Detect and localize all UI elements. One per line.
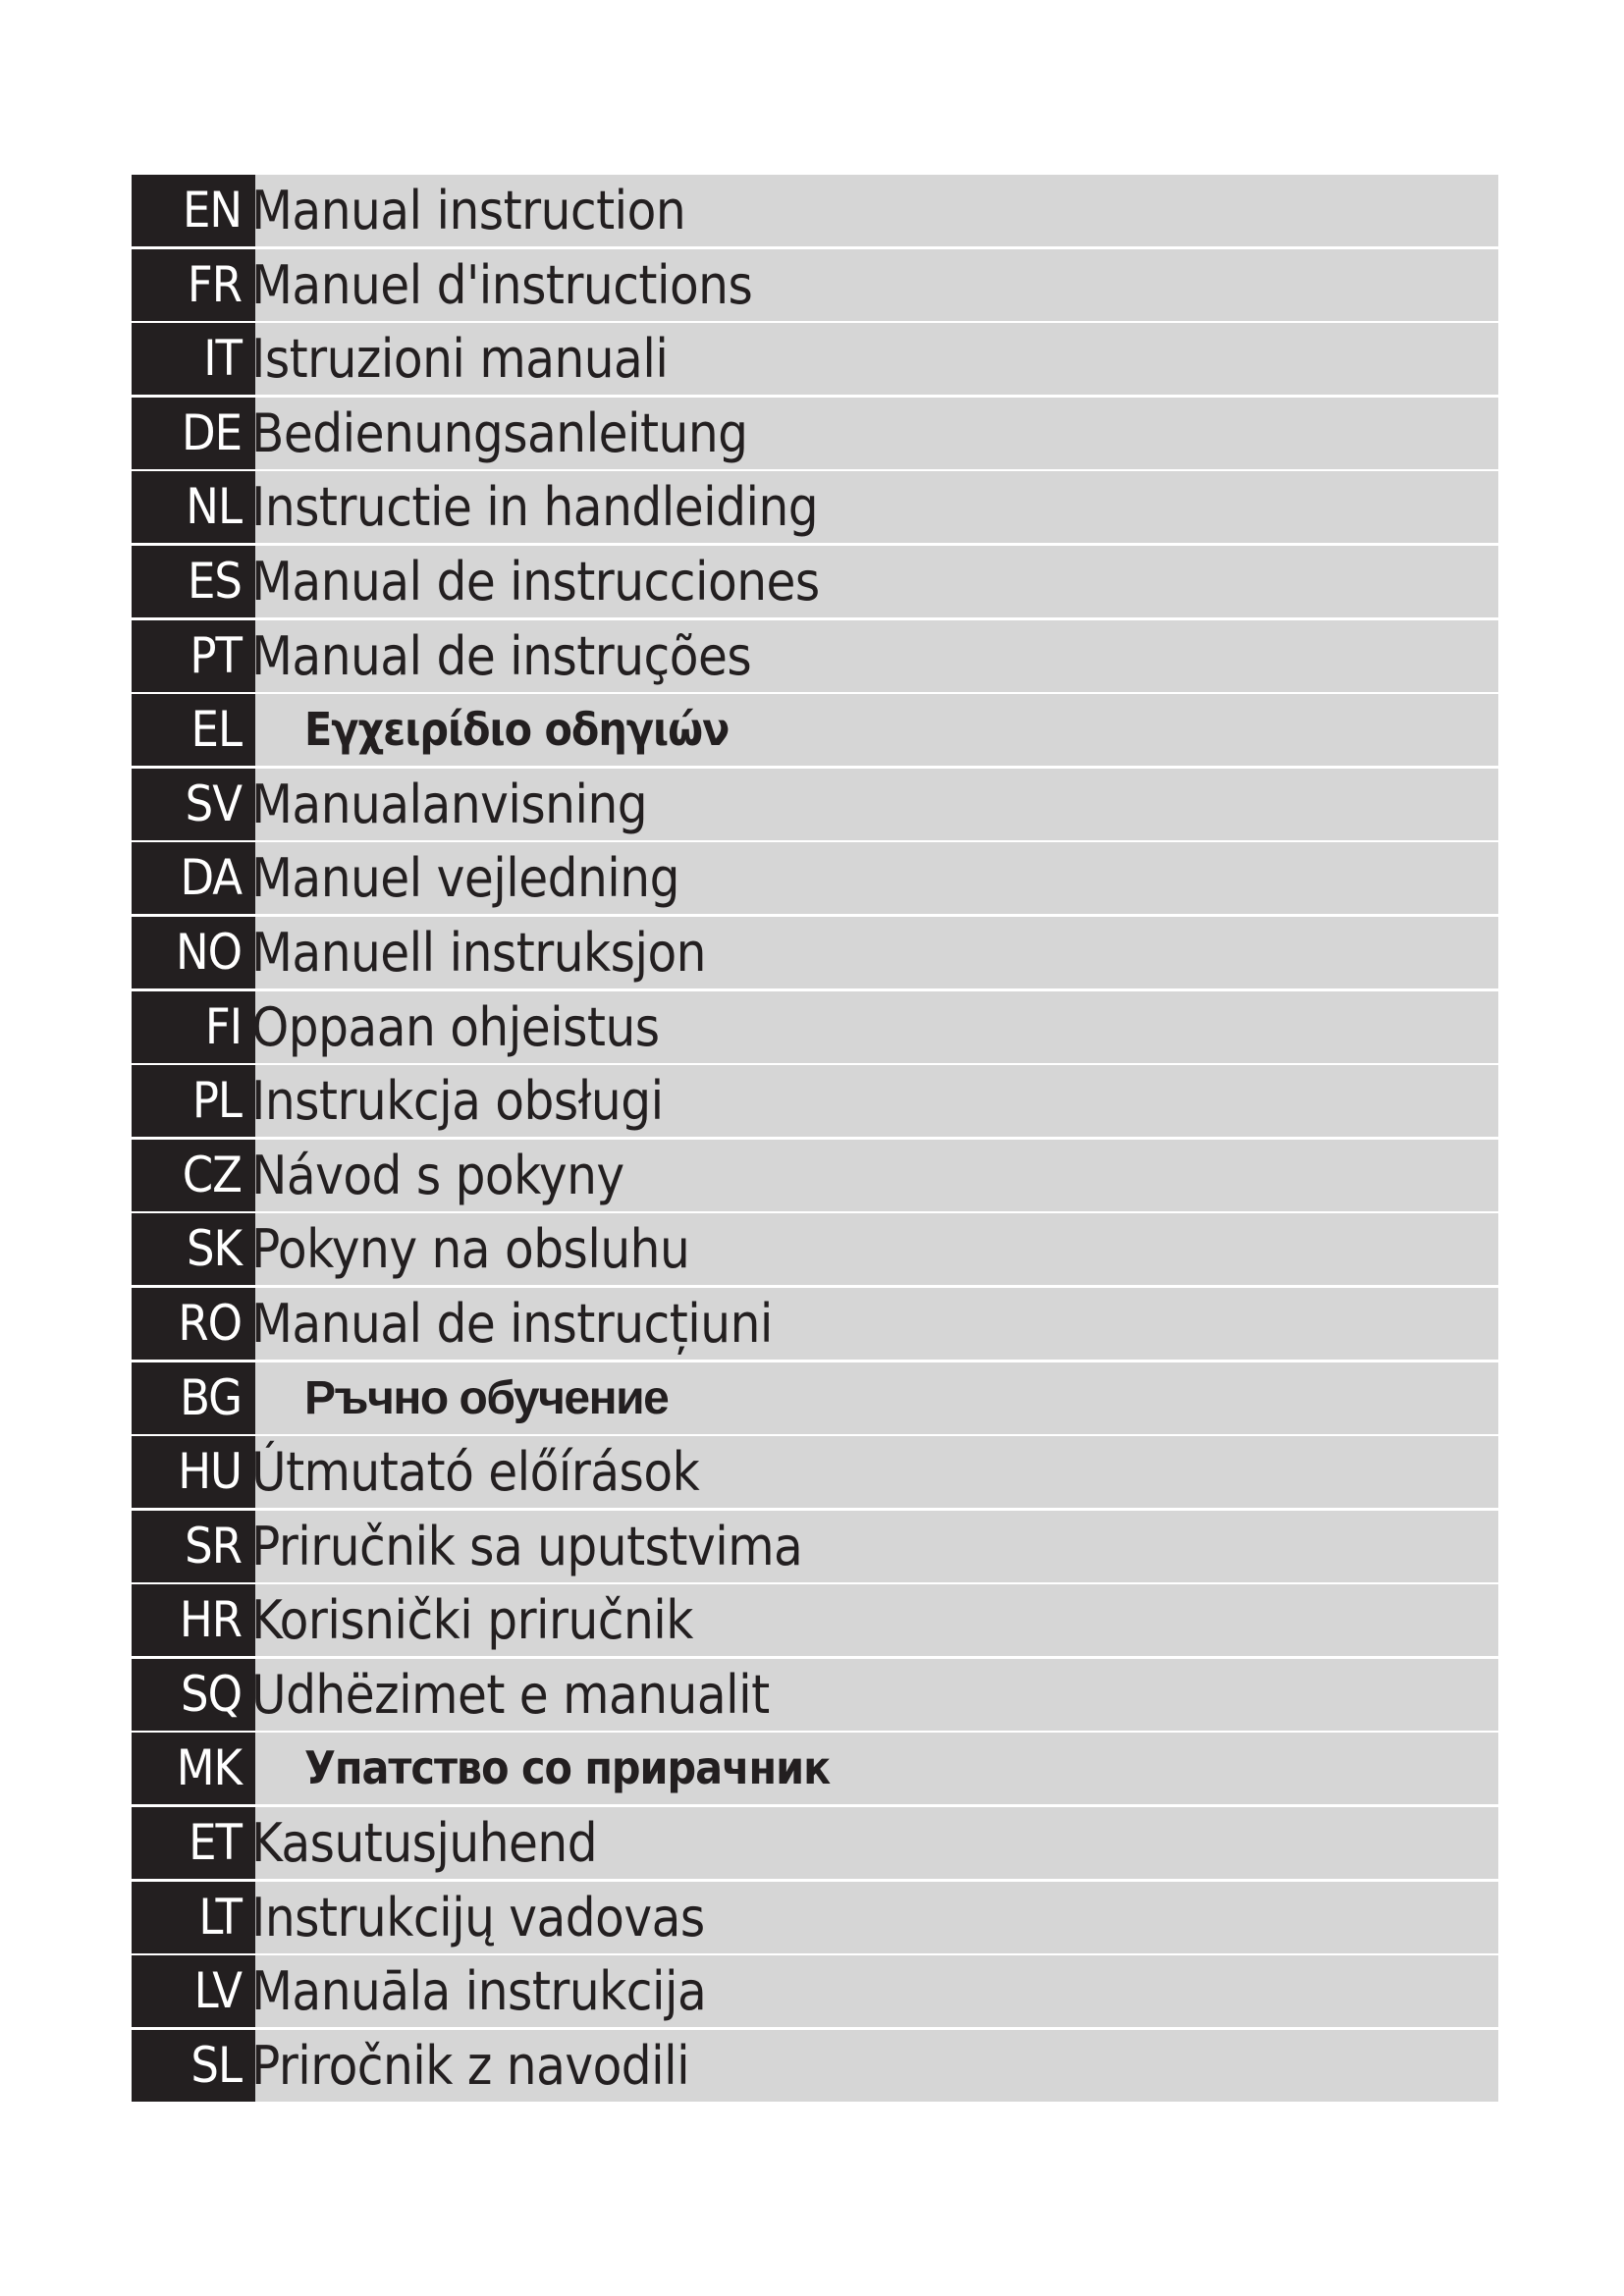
- language-code: EL: [132, 694, 255, 766]
- language-code: EN: [132, 175, 255, 246]
- language-code: IT: [132, 323, 255, 395]
- language-row-el: [132, 694, 1498, 766]
- language-row-es: [132, 546, 1498, 617]
- language-row-lv: [132, 1955, 1498, 2027]
- language-title: Istruzioni manuali: [251, 328, 669, 391]
- language-row-bg: [132, 1362, 1498, 1434]
- language-row-lt: [132, 1882, 1498, 1953]
- language-row-sr: [132, 1511, 1498, 1582]
- language-row-ro: [132, 1288, 1498, 1360]
- language-code: SV: [132, 769, 255, 840]
- language-title: Útmutató előírások: [251, 1441, 700, 1504]
- language-row-sl: [132, 2030, 1498, 2102]
- language-code: FR: [132, 249, 255, 321]
- language-list: [132, 175, 1498, 2104]
- language-title: Priročnik z navodili: [251, 2034, 690, 2097]
- language-row-fi: [132, 991, 1498, 1063]
- language-code: PL: [132, 1065, 255, 1137]
- language-code: FI: [132, 991, 255, 1063]
- language-code: LV: [132, 1955, 255, 2027]
- language-row-en: [132, 175, 1498, 246]
- language-code: DE: [132, 398, 255, 469]
- language-code: RO: [132, 1288, 255, 1360]
- language-title: Návod s pokyny: [251, 1144, 624, 1206]
- language-row-et: [132, 1807, 1498, 1879]
- language-row-sv: [132, 769, 1498, 840]
- language-title: Instructie in handleiding: [251, 476, 819, 539]
- language-title: Ръчно обучение: [304, 1371, 669, 1424]
- language-title: Manual instruction: [251, 180, 686, 241]
- language-row-da: [132, 842, 1498, 914]
- language-code: BG: [132, 1362, 255, 1434]
- language-row-sk: [132, 1213, 1498, 1285]
- language-row-pt: [132, 620, 1498, 692]
- language-title: Instrukcja obsługi: [251, 1070, 664, 1133]
- language-title: Bedienungsanleitung: [251, 401, 748, 464]
- language-code: ET: [132, 1807, 255, 1879]
- language-code: SR: [132, 1511, 255, 1582]
- language-title: Udhëzimet e manualit: [251, 1663, 770, 1726]
- language-title: Manuell instruksjon: [251, 921, 706, 984]
- language-row-sq: [132, 1659, 1498, 1731]
- language-title: Priručnik sa uputstvima: [251, 1515, 803, 1577]
- language-code: SQ: [132, 1659, 255, 1731]
- language-code: PT: [132, 620, 255, 692]
- language-code: LT: [132, 1882, 255, 1953]
- language-title: Manuel vejledning: [251, 847, 679, 910]
- language-row-hr: [132, 1584, 1498, 1656]
- language-title: Korisnički priručnik: [251, 1589, 693, 1652]
- language-title: Manuāla instrukcija: [251, 1960, 707, 2023]
- language-row-no: [132, 917, 1498, 988]
- language-title: Oppaan ohjeistus: [251, 995, 660, 1058]
- language-row-hu: [132, 1436, 1498, 1508]
- language-code: ES: [132, 546, 255, 617]
- language-title: Manualanvisning: [251, 773, 648, 835]
- language-code: HR: [132, 1584, 255, 1656]
- language-row-pl: [132, 1065, 1498, 1137]
- language-row-it: [132, 323, 1498, 395]
- language-row-cz: [132, 1140, 1498, 1211]
- language-title: Manual de instruções: [251, 624, 752, 687]
- language-code: NO: [132, 917, 255, 988]
- language-code: NL: [132, 471, 255, 543]
- language-title: Упатство со прирачник: [304, 1741, 831, 1795]
- language-code: SL: [132, 2030, 255, 2102]
- language-row-mk: [132, 1733, 1498, 1804]
- language-code: SK: [132, 1213, 255, 1285]
- language-code: CZ: [132, 1140, 255, 1211]
- language-title: Pokyny na obsluhu: [251, 1218, 690, 1281]
- language-title: Kasutusjuhend: [251, 1812, 598, 1875]
- language-code: DA: [132, 842, 255, 914]
- language-row-de: [132, 398, 1498, 469]
- language-title: Manuel d'instructions: [251, 253, 753, 316]
- language-row-fr: [132, 249, 1498, 321]
- language-code: HU: [132, 1436, 255, 1508]
- language-title: Manual de instrucțiuni: [251, 1292, 773, 1355]
- language-code: MK: [132, 1733, 255, 1804]
- language-title: Instrukcijų vadovas: [251, 1886, 705, 1949]
- language-title: Εγχειρίδιο οδηγιών: [304, 703, 730, 757]
- language-title: Manual de instrucciones: [251, 550, 820, 613]
- language-row-nl: [132, 471, 1498, 543]
